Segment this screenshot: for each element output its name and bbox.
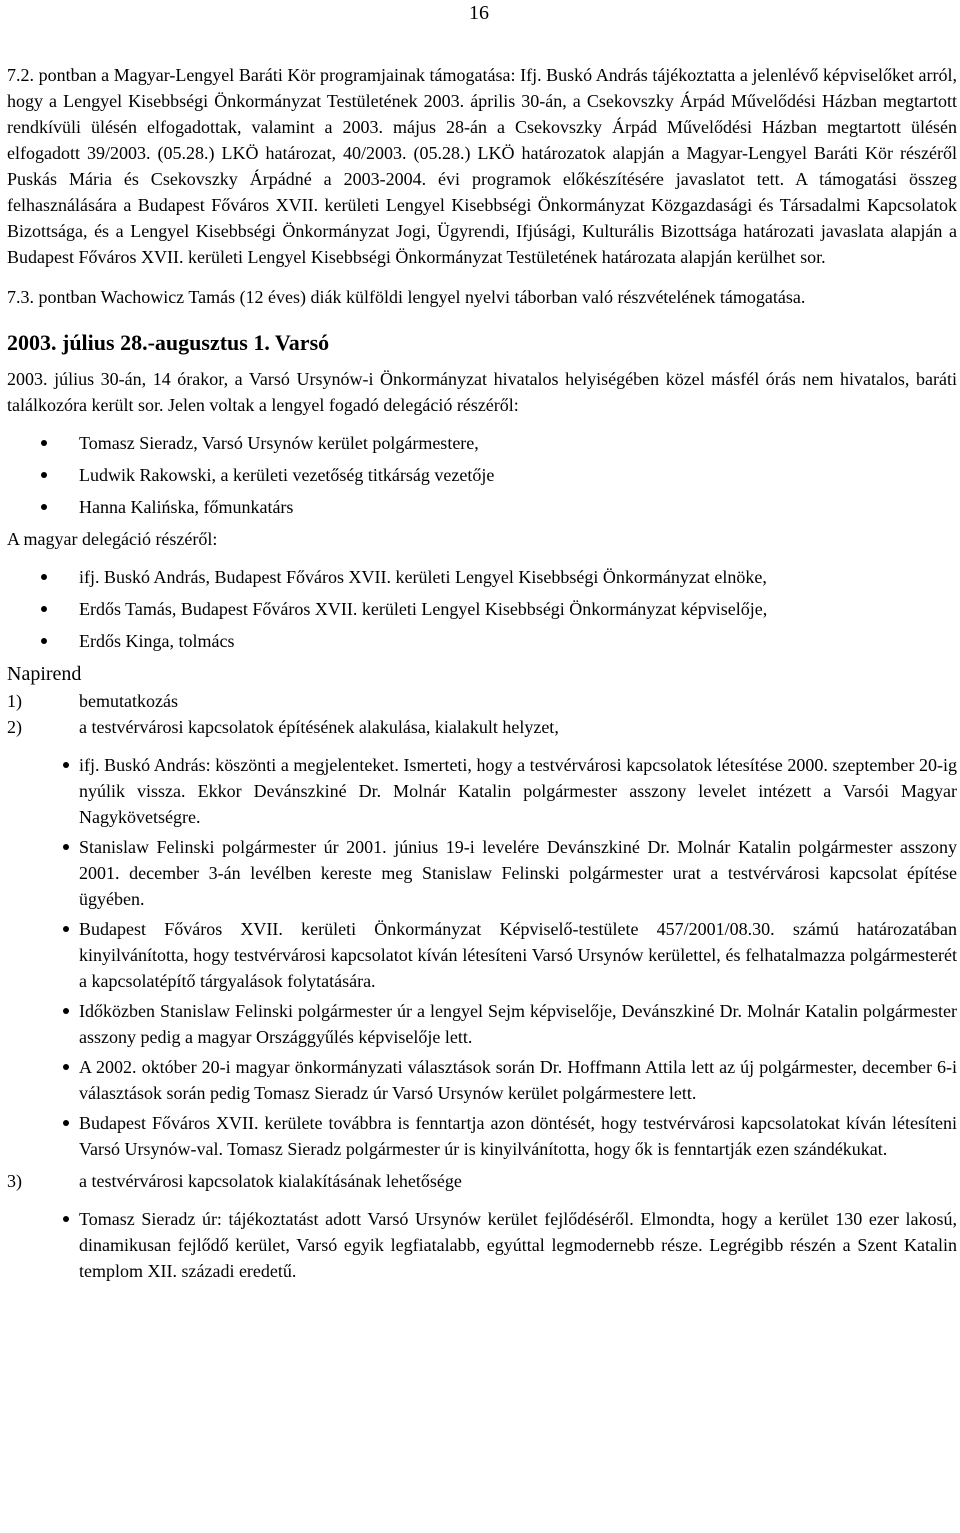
agenda-item-text: a testvérvárosi kapcsolatok építésének alakulása, kialakult helyzet, [79,717,559,737]
section-7-3-paragraph: 7.3. pontban Wachowicz Tamás (12 éves) diák külföldi lengyel nyelvi táborban való részvételének támogatása. [7,287,806,307]
list-item: Tomasz Sieradz úr: tájékoztatást adott Varsó Ursynów kerület fejlődéséről. Elmondta, hogy a kerület 130 ezer lakosú, dinamikusan fejlődő kerület, Varsó egyik legfiatalabb, egyúttal legmodernebb része. Legrégibb részén a Szent Katalin templom XII. századi eredetű. [7,1206,957,1284]
agenda-item-text: a testvérvárosi kapcsolatok kialakításának lehetősége [79,1171,462,1191]
agenda-item-number: 3) [7,1171,22,1191]
list-item: Időközben Stanislaw Felinski polgármester úr a lengyel Sejm képviselője, Devánszkiné Dr. Molnár Katalin polgármester asszony pedig a magyar Országgyűlés képviselője lett. [7,998,957,1050]
list-item: Erdős Tamás, Budapest Főváros XVII. kerületi Lengyel Kisebbségi Önkormányzat képviselője, [7,596,957,622]
list-item: Tomasz Sieradz, Varsó Ursynów kerület polgármestere, [7,430,957,456]
list-item: Budapest Főváros XVII. kerületi Önkormányzat Képviselő-testülete 457/2001/08.30. számú határozatában kinyilvánította, hogy testvérvárosi kapcsolatot kíván létesíteni Varsó Ursynów kerülettel, és felhatalmazza polgármesterét a kapcsolatépítő tárgyalások folytatására. [7,916,957,994]
section-heading: 2003. július 28.-augusztus 1. Varsó [7,330,330,355]
hungarian-delegation-list [7,564,957,654]
agenda-2-points [7,752,957,1162]
agenda-item-text: bemutatkozás [79,691,178,711]
agenda-3-points [7,1206,957,1284]
agenda-item-number: 2) [7,717,22,737]
list-item: ifj. Buskó András: köszönti a megjelenteket. Ismerteti, hogy a testvérvárosi kapcsolatok létesítése 2000. szeptember 20-ig nyúlik vissza. Ekkor Devánszkiné Dr. Molnár Katalin polgármester asszony levelet intézett a Varsói Magyar Nagykövetségre. [7,752,957,830]
intro-paragraph: 2003. július 30-án, 14 órakor, a Varsó Ursynów-i Önkormányzat hivatalos helyiségében közel másfél órás nem hivatalos, baráti találkozóra került sor. Jelen voltak a lengyel fogadó delegáció részéről: [7,369,957,415]
list-item: Ludwik Rakowski, a kerületi vezetőség titkárság vezetője [7,462,957,488]
agenda-item-2 [7,714,957,740]
list-item: A 2002. október 20-i magyar önkormányzati választások során Dr. Hoffmann Attila lett az új polgármester, december 6-i választások során pedig Tomasz Sieradz úr Varsó Ursynów kerület polgármestere lett. [7,1054,957,1106]
list-item: Budapest Főváros XVII. kerülete továbbra is fenntartja azon döntését, hogy testvérvárosi kapcsolatokat kíván létesíteni Varsó Ursynów-val. Tomasz Sieradz polgármester úr is kinyilvánította, hogy ők is fenntartják ezen szándékukat. [7,1110,957,1162]
agenda-item-1 [7,688,957,714]
agenda-title: Napirend [7,663,82,685]
hungarian-delegation-label: A magyar delegáció részéről: [7,529,218,549]
page-number: 16 [469,2,489,24]
section-7-2-paragraph: 7.2. pontban a Magyar-Lengyel Baráti Kör programjainak támogatása: Ifj. Buskó András tájékoztatta a jelenlévő képviselőket arról, hogy a Lengyel Kisebbségi Önkormányzat Testületének 2003. április 30-án, a Csekovszky Árpád Művelődési Házban megtartott rendkívüli ülésén elfogadottak, valamint a 2003. május 28-án a Csekovszky Árpád Művelődési Házban megtartott ülésén elfogadott 39/2003. (05.28.) LKÖ határozat, 40/2003. (05.28.) LKÖ határozatok alapján a Magyar-Lengyel Baráti Kör részéről Puskás Mária és Csekovszky Árpádné a 2003-2004. évi programok előkészítésére javaslatot tett. A támogatási összeg felhasználására a Budapest Főváros XVII. kerületi Lengyel Kisebbségi Önkormányzat Közgazdasági és Társadalmi Kapcsolatok Bizottsága, és a Lengyel Kisebbségi Önkormányzat Jogi, Ügyrendi, Ifjúsági, Kulturális Bizottsága határozati javaslata alapján a Budapest Főváros XVII. kerületi Lengyel Kisebbségi Önkormányzat Testületének határozata alapján kerülhet sor. [7,65,957,267]
list-item: Erdős Kinga, tolmács [7,628,957,654]
list-item: Stanislaw Felinski polgármester úr 2001. június 19-i levelére Devánszkiné Dr. Molnár Katalin polgármester asszony 2001. december 3-án levélben kereste meg Stanislaw Felinski polgármester urat a testvérvárosi kapcsolat építése ügyében. [7,834,957,912]
agenda-item-3 [7,1168,957,1194]
polish-delegation-list [7,430,957,520]
agenda-item-number: 1) [7,691,22,711]
list-item: ifj. Buskó András, Budapest Főváros XVII. kerületi Lengyel Kisebbségi Önkormányzat elnöke, [7,564,957,590]
list-item: Hanna Kalińska, főmunkatárs [7,494,957,520]
document-body [7,62,957,1288]
